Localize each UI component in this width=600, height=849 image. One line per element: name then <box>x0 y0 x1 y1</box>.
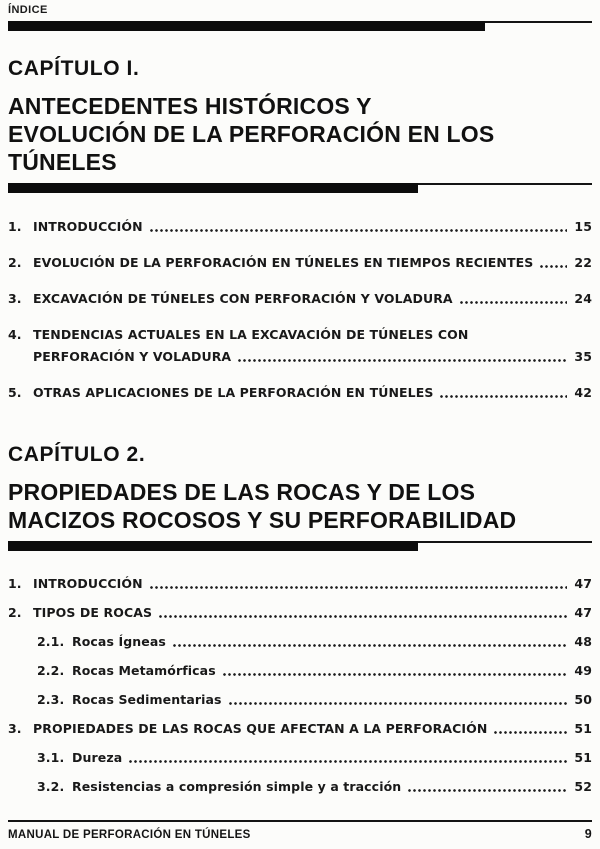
chapter-2-toc-list <box>8 575 592 795</box>
toc-entry <box>8 720 592 737</box>
dot-leader <box>223 673 567 676</box>
chapter-1-heading <box>8 57 592 193</box>
entry-number: 2.3. <box>37 692 65 707</box>
dot-leader <box>159 615 567 618</box>
entry-page-number: 22 <box>574 255 592 270</box>
entry-number: 3.1. <box>37 750 65 765</box>
header-rule-thick-bar <box>8 21 485 31</box>
chapter-2-heading <box>8 443 592 551</box>
chapter-1-rule-thick-bar <box>8 183 418 193</box>
toc-entry <box>8 218 592 235</box>
entry-label: Rocas Sedimentarias <box>72 692 222 707</box>
entry-label: Resistencias a compresión simple y a tracción <box>72 779 402 794</box>
entry-number: 1. <box>8 576 22 591</box>
entry-label: Rocas Metamórficas <box>72 663 216 678</box>
toc-subentry <box>8 749 592 766</box>
entry-number: 4. <box>8 327 22 342</box>
toc-entry <box>8 254 592 271</box>
entry-number: 2.2. <box>37 663 65 678</box>
dot-leader <box>408 789 567 792</box>
toc-entry <box>8 604 592 621</box>
entry-number: 3. <box>8 291 22 306</box>
toc-subentry <box>8 691 592 708</box>
entry-page-number: 48 <box>574 634 592 649</box>
header-rule <box>8 21 592 31</box>
entry-label-wrap <box>33 326 592 365</box>
chapter-2-title <box>8 478 592 534</box>
entry-label: Dureza <box>72 750 123 765</box>
chapter-1-toc-list <box>8 218 592 401</box>
entry-label: Rocas Ígneas <box>72 634 166 649</box>
toc-subentry <box>8 662 592 679</box>
entry-number: 2. <box>8 255 22 270</box>
toc-entry <box>8 290 592 307</box>
chapter-1-title-line-1: ANTECEDENTES HISTÓRICOS Y <box>8 93 372 119</box>
footer-book-title: MANUAL DE PERFORACIÓN EN TÚNELES <box>8 829 251 841</box>
entry-label-line-2: PERFORACIÓN Y VOLADURA <box>33 349 232 364</box>
entry-page-number: 49 <box>574 663 592 678</box>
entry-page-number: 42 <box>574 385 592 400</box>
dot-leader <box>460 301 567 304</box>
chapter-2-title-line-2: MACIZOS ROCOSOS Y SU PERFORABILIDAD <box>8 507 517 533</box>
chapter-1-title <box>8 92 592 176</box>
page-footer <box>8 820 592 842</box>
entry-page-number: 35 <box>574 349 592 364</box>
running-head: ÍNDICE <box>8 4 48 16</box>
chapter-1-rule <box>8 183 592 193</box>
entry-label: TIPOS DE ROCAS <box>33 605 153 620</box>
entry-label: INTRODUCCIÓN <box>33 219 143 234</box>
dot-leader <box>494 731 567 734</box>
dot-leader <box>129 760 567 763</box>
chapter-2-title-line-1: PROPIEDADES DE LAS ROCAS Y DE LOS <box>8 479 476 505</box>
toc-entry <box>8 575 592 592</box>
footer-page-number: 9 <box>584 827 592 841</box>
entry-number: 2.1. <box>37 634 65 649</box>
entry-number: 3.2. <box>37 779 65 794</box>
entry-label: EVOLUCIÓN DE LA PERFORACIÓN EN TÚNELES EN TIEMPOS RECIENTES <box>33 255 534 270</box>
dot-leader <box>229 702 567 705</box>
toc-subentry <box>8 633 592 650</box>
toc-entry <box>8 326 592 365</box>
dot-leader <box>150 229 567 232</box>
entry-page-number: 15 <box>574 219 592 234</box>
entry-label: OTRAS APLICACIONES DE LA PERFORACIÓN EN TÚNELES <box>33 385 434 400</box>
chapter-2-rule-thick-bar <box>8 541 418 551</box>
entry-page-number: 51 <box>574 750 592 765</box>
entry-number: 2. <box>8 605 22 620</box>
entry-page-number: 52 <box>574 779 592 794</box>
entry-page-number: 51 <box>574 721 592 736</box>
dot-leader <box>440 395 567 398</box>
chapter-2-rule <box>8 541 592 551</box>
dot-leader <box>150 586 567 589</box>
entry-page-number: 47 <box>574 576 592 591</box>
dot-leader <box>540 265 567 268</box>
toc-entry <box>8 384 592 401</box>
dot-leader <box>238 359 567 362</box>
entry-page-number: 24 <box>574 291 592 306</box>
entry-label-line-1: TENDENCIAS ACTUALES EN LA EXCAVACIÓN DE TÚNELES CON <box>33 327 469 342</box>
chapter-1-title-line-3: TÚNELES <box>8 149 117 175</box>
chapter-1-kicker: CAPÍTULO I. <box>8 57 140 80</box>
chapter-2-kicker: CAPÍTULO 2. <box>8 443 146 466</box>
chapter-1-title-line-2: EVOLUCIÓN DE LA PERFORACIÓN EN LOS <box>8 121 495 147</box>
toc-subentry <box>8 778 592 795</box>
entry-number: 5. <box>8 385 22 400</box>
entry-number: 3. <box>8 721 22 736</box>
entry-number: 1. <box>8 219 22 234</box>
entry-label-line-2-row <box>33 348 592 365</box>
entry-label: EXCAVACIÓN DE TÚNELES CON PERFORACIÓN Y VOLADURA <box>33 291 453 306</box>
entry-page-number: 50 <box>574 692 592 707</box>
entry-page-number: 47 <box>574 605 592 620</box>
entry-label: PROPIEDADES DE LAS ROCAS QUE AFECTAN A LA PERFORACIÓN <box>33 721 488 736</box>
entry-label: INTRODUCCIÓN <box>33 576 143 591</box>
dot-leader <box>173 644 567 647</box>
